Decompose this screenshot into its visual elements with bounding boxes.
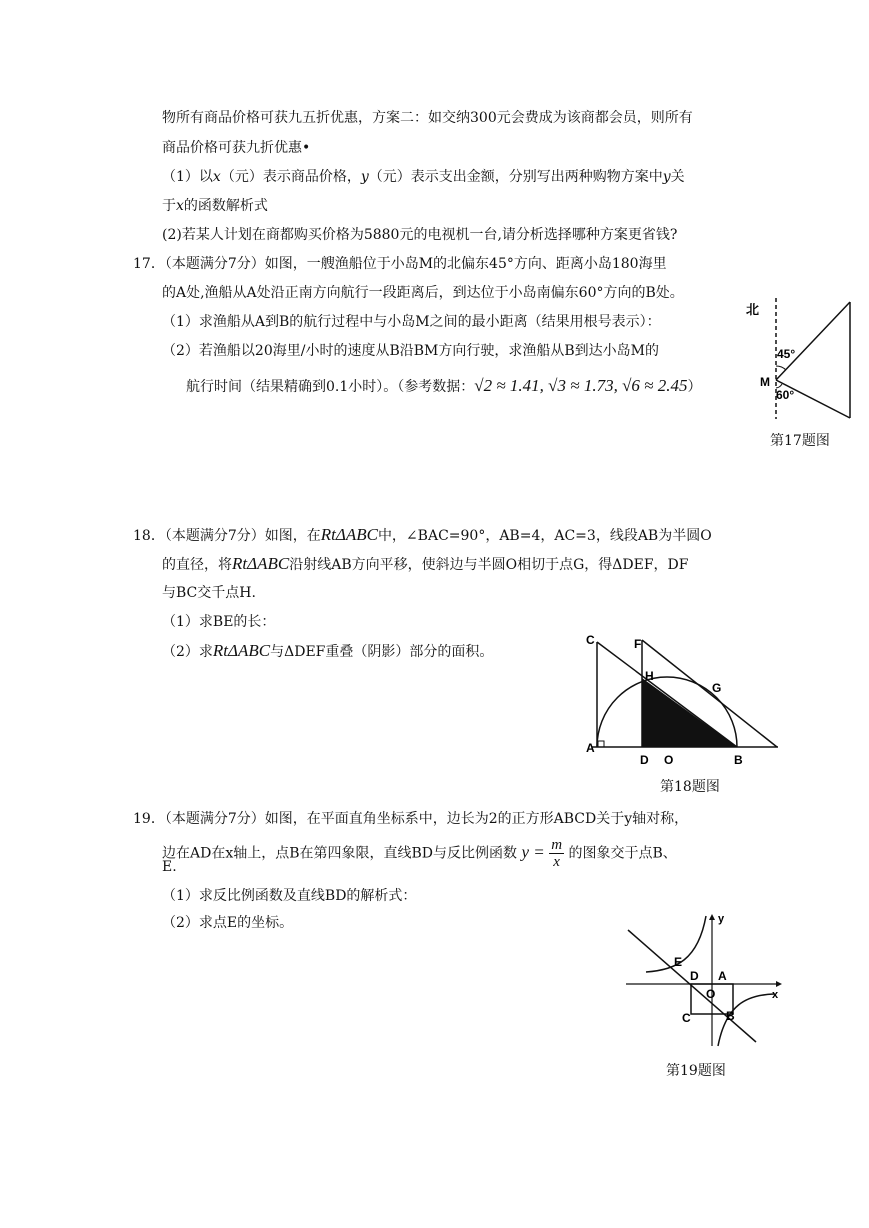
p17-reference-data: √2 ≈ 1.41, √3 ≈ 1.73, √6 ≈ 2.45 bbox=[474, 376, 688, 395]
p19-line-BD bbox=[628, 930, 756, 1042]
p19-question-1: （1）求反比例函数及直线BD的解析式： bbox=[162, 888, 417, 904]
intro-line-2: 商品价格可获九折优惠• bbox=[162, 140, 311, 156]
p18-line-3: 与BC交千点H. bbox=[162, 585, 256, 601]
p19-point-C: C bbox=[682, 1011, 691, 1025]
p17-figure bbox=[740, 296, 865, 421]
p19-question-2: （2）求点E的坐标。 bbox=[162, 915, 294, 931]
p18-point-H: H bbox=[645, 669, 654, 683]
p17-line-1: 17．（本题满分7分）如图，一艘渔船位于小岛M的北偏东45°方向、距离小岛180海里 bbox=[133, 256, 667, 272]
p19-axis-x: x bbox=[772, 989, 779, 1001]
p19-point-D: D bbox=[690, 969, 699, 983]
p19-fraction: $\frac{m}{x}$ bbox=[551, 837, 563, 870]
p18-point-C: C bbox=[586, 633, 595, 647]
q16-part1-line1: （1）以x（元）表示商品价格，y（元）表示支出金额，分别写出两种购物方案中y关 bbox=[162, 169, 685, 185]
p17-angle-60: 60° bbox=[776, 388, 795, 402]
p17-line-2: 的A处,渔船从A处沿正南方向航行一段距离后，到达位于小岛南偏东60°方向的B处。 bbox=[162, 285, 684, 301]
p18-figure bbox=[582, 630, 782, 775]
p18-point-B: B bbox=[734, 753, 743, 767]
p18-point-D: D bbox=[640, 753, 649, 767]
p18-question-1: （1）求BE的长： bbox=[162, 614, 276, 630]
p17-question-2: （2）若渔船以20海里/小时的速度从B沿BM方向行驶，求渔船从B到达小岛M的 bbox=[162, 343, 659, 359]
p17-caption: 第17题图 bbox=[770, 433, 830, 449]
p19-line-3: E. bbox=[162, 859, 177, 875]
p18-point-G: G bbox=[712, 681, 722, 695]
p18-point-O: O bbox=[664, 753, 674, 767]
p18-line-2: 的直径，将RtΔABC沿射线AB方向平移，使斜边与半圆O相切于点G，得ΔDEF，DF bbox=[162, 554, 689, 573]
p19-line-1: 19．（本题满分7分）如图，在平面直角坐标系中，边长为2的正方形ABCD关于y轴对称， bbox=[133, 811, 689, 827]
p19-point-B: B bbox=[726, 1009, 735, 1023]
p17-point-M: M bbox=[760, 375, 770, 389]
p18-caption: 第18题图 bbox=[660, 779, 720, 795]
p18-question-2: （2）求RtΔABC与ΔDEF重叠（阴影）部分的面积。 bbox=[162, 641, 494, 660]
p17-north-label: 北 bbox=[746, 302, 760, 317]
p19-figure bbox=[616, 910, 786, 1050]
p17-angle-45: 45° bbox=[777, 347, 796, 361]
p18-point-F: F bbox=[634, 637, 642, 651]
p18-line-1: 18．（本题满分7分）如图，在RtΔABC中，∠BAC=90°，AB=4，AC=3，线段AB为半圆O bbox=[133, 525, 712, 544]
q16-part2: (2)若某人计划在商都购买价格为5880元的电视机一台,请分析选择哪种方案更省钱? bbox=[162, 227, 678, 243]
p19-point-O: O bbox=[706, 987, 716, 1001]
p19-caption: 第19题图 bbox=[666, 1063, 726, 1079]
p19-point-E: E bbox=[674, 955, 683, 969]
p18-point-A: A bbox=[586, 741, 595, 755]
q16-part1-line2: 于x的函数解析式 bbox=[162, 198, 268, 214]
p17-question-2b: 航行时间（结果精确到0.1小时）。（参考数据：√2 ≈ 1.41, √3 ≈ 1.73, √6 ≈ 2.45） bbox=[186, 376, 702, 395]
p19-axis-y: y bbox=[718, 913, 725, 925]
p17-segment-MA bbox=[776, 302, 850, 380]
intro-line-1: 物所有商品价格可获九五折优惠，方案二：如交纳300元会费成为该商都会员，则所有 bbox=[162, 110, 693, 126]
p17-question-1: （1）求渔船从A到B的航行过程中与小岛M之间的最小距离（结果用根号表示）： bbox=[162, 314, 661, 330]
p19-line-2: 边在AD在x轴上，点B在第四象限，直线BD与反比例函数 y = $\frac{m}{x}$ 的图象交于点B、 bbox=[162, 837, 677, 870]
p19-point-A: A bbox=[718, 969, 727, 983]
